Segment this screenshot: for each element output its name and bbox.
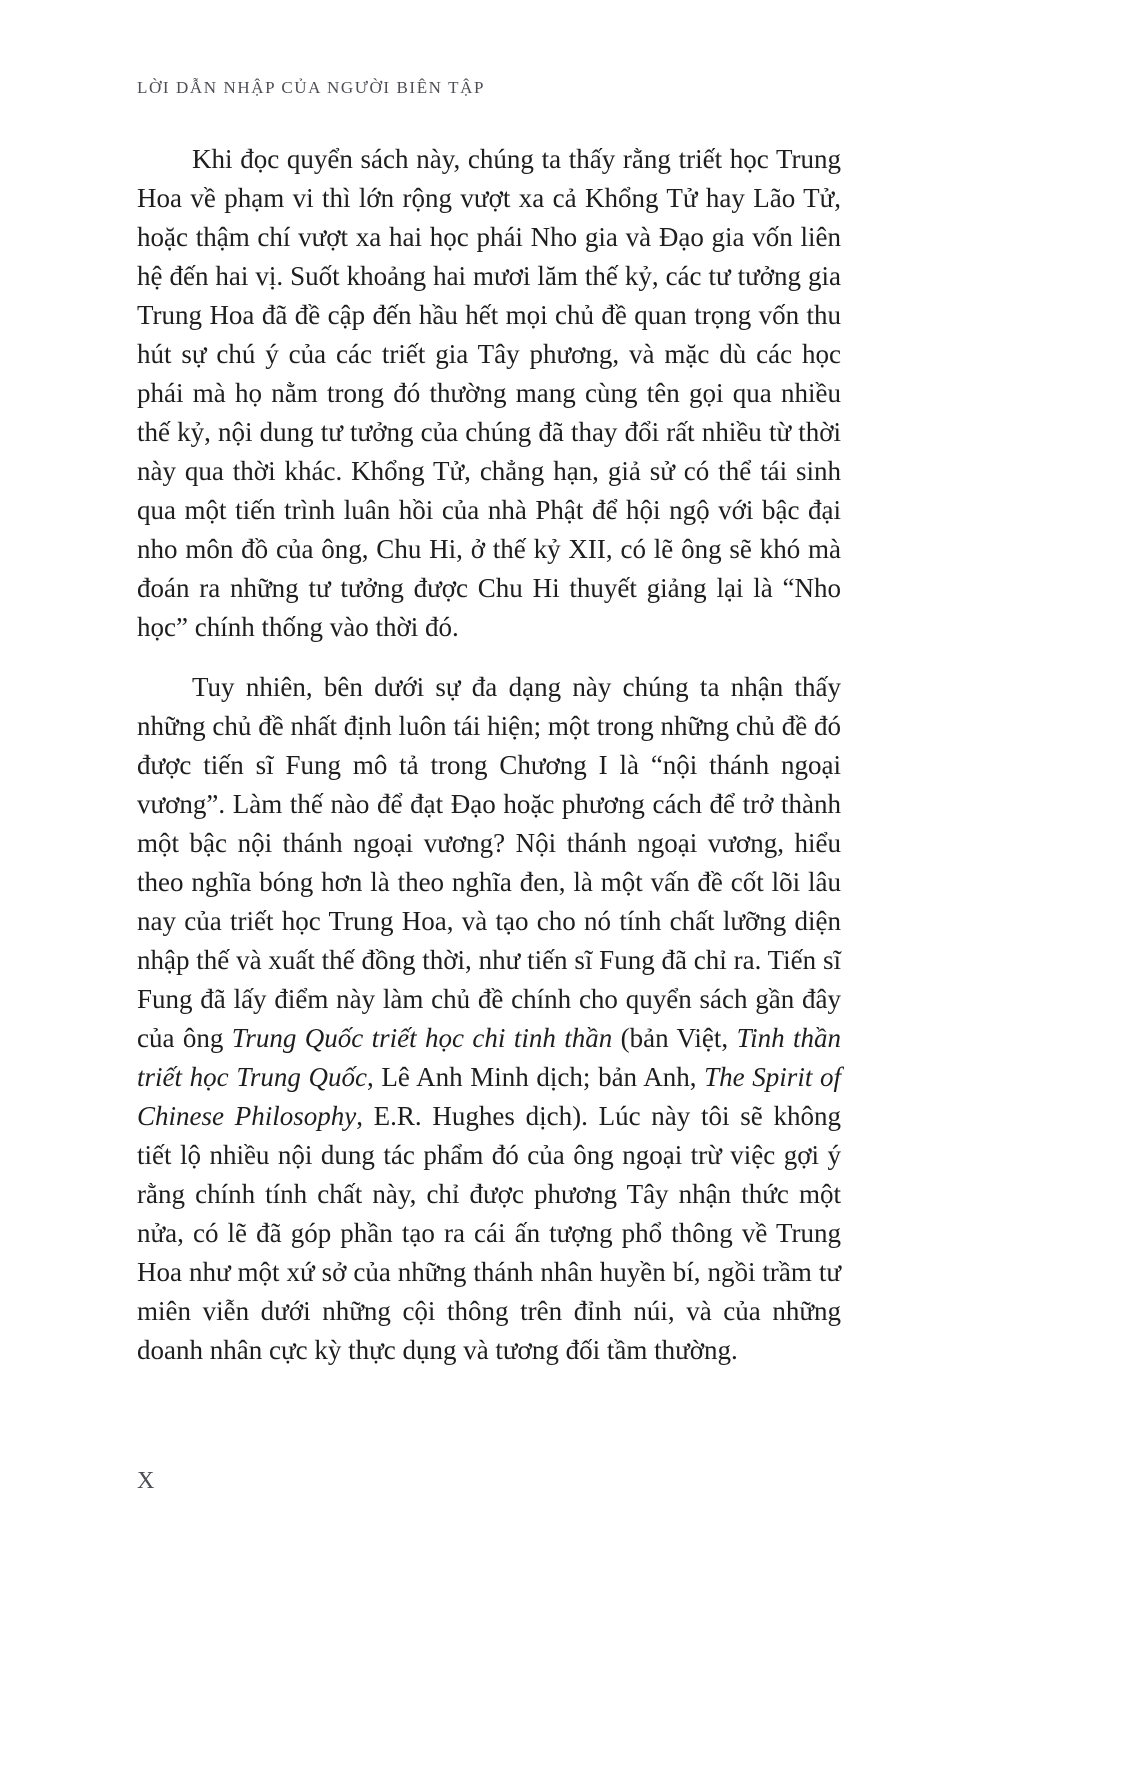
- book-title-hanviet: Trung Quốc triết học chi tinh thần: [231, 1023, 613, 1053]
- paragraph-2-text: (bản Việt,: [612, 1023, 737, 1053]
- paragraph-1: [137, 140, 841, 647]
- paragraph-1-text: Khi đọc quyển sách này, chúng ta thấy rằng triết học Trung Hoa về phạm vi thì lớn rộng vượt xa cả Khổng Tử hay Lão Tử, hoặc thậm chí vượt xa hai học phái Nho gia và Đạo gia vốn liên hệ đến hai vị. Suốt khoảng hai mươi lăm thế kỷ, các tư tưởng gia Trung Hoa đã đề cập đến hầu hết mọi chủ đề quan trọng vốn thu hút sự chú ý của các triết gia Tây phương, và mặc dù các học phái mà họ nằm trong đó thường mang cùng tên gọi qua nhiều thế kỷ, nội dung tư tưởng của chúng đã thay đổi rất nhiều từ thời này qua thời khác. Khổng Tử, chẳng hạn, giả sử có thể tái sinh qua một tiến trình luân hồi của nhà Phật để hội ngộ với bậc đại nho môn đồ của ông, Chu Hi, ở thế kỷ XII, có lẽ ông sẽ khó mà đoán ra những tư tưởng được Chu Hi thuyết giảng lại là “Nho học” chính thống vào thời đó.: [137, 144, 841, 642]
- running-header: LỜI DẪN NHẬP CỦA NGƯỜI BIÊN TẬP: [137, 78, 486, 97]
- book-title-english: The Spirit of Chinese Philosophy: [137, 1062, 841, 1131]
- paragraph-2-text: , E.R. Hughes dịch). Lúc này tôi sẽ không tiết lộ nhiều nội dung tác phẩm đó của ông ngoại trừ việc gợi ý rằng chính tính chất này, chỉ được phương Tây nhận thức một nửa, có lẽ đã góp phần tạo ra cái ấn tượng phổ thông về Trung Hoa như một xứ sở của những thánh nhân huyền bí, ngồi trầm tư miên viễn dưới những cội thông trên đỉnh núi, và của những doanh nhân cực kỳ thực dụng và tương đối tầm thường.: [137, 1101, 841, 1365]
- paragraph-2-text: Tuy nhiên, bên dưới sự đa dạng này chúng ta nhận thấy những chủ đề nhất định luôn tái hiện; một trong những chủ đề đó được tiến sĩ Fung mô tả trong Chương I là “nội thánh ngoại vương”. Làm thế nào để đạt Đạo hoặc phương cách để trở thành một bậc nội thánh ngoại vương? Nội thánh ngoại vương, hiểu theo nghĩa bóng hơn là theo nghĩa đen, là một vấn đề cốt lõi lâu nay của triết học Trung Hoa, và tạo cho nó tính chất lưỡng diện nhập thế và xuất thế đồng thời, như tiến sĩ Fung đã chỉ ra. Tiến sĩ Fung đã lấy điểm này làm chủ đề chính cho quyển sách gần đây của ông: [137, 672, 841, 1053]
- book-title-vietnamese: Tinh thần triết học Trung Quốc: [137, 1023, 841, 1092]
- body-text: [137, 140, 841, 1391]
- paragraph-2-text: , Lê Anh Minh dịch; bản Anh,: [367, 1062, 705, 1092]
- page-number: X: [137, 1468, 155, 1494]
- paragraph-2: [137, 668, 841, 1370]
